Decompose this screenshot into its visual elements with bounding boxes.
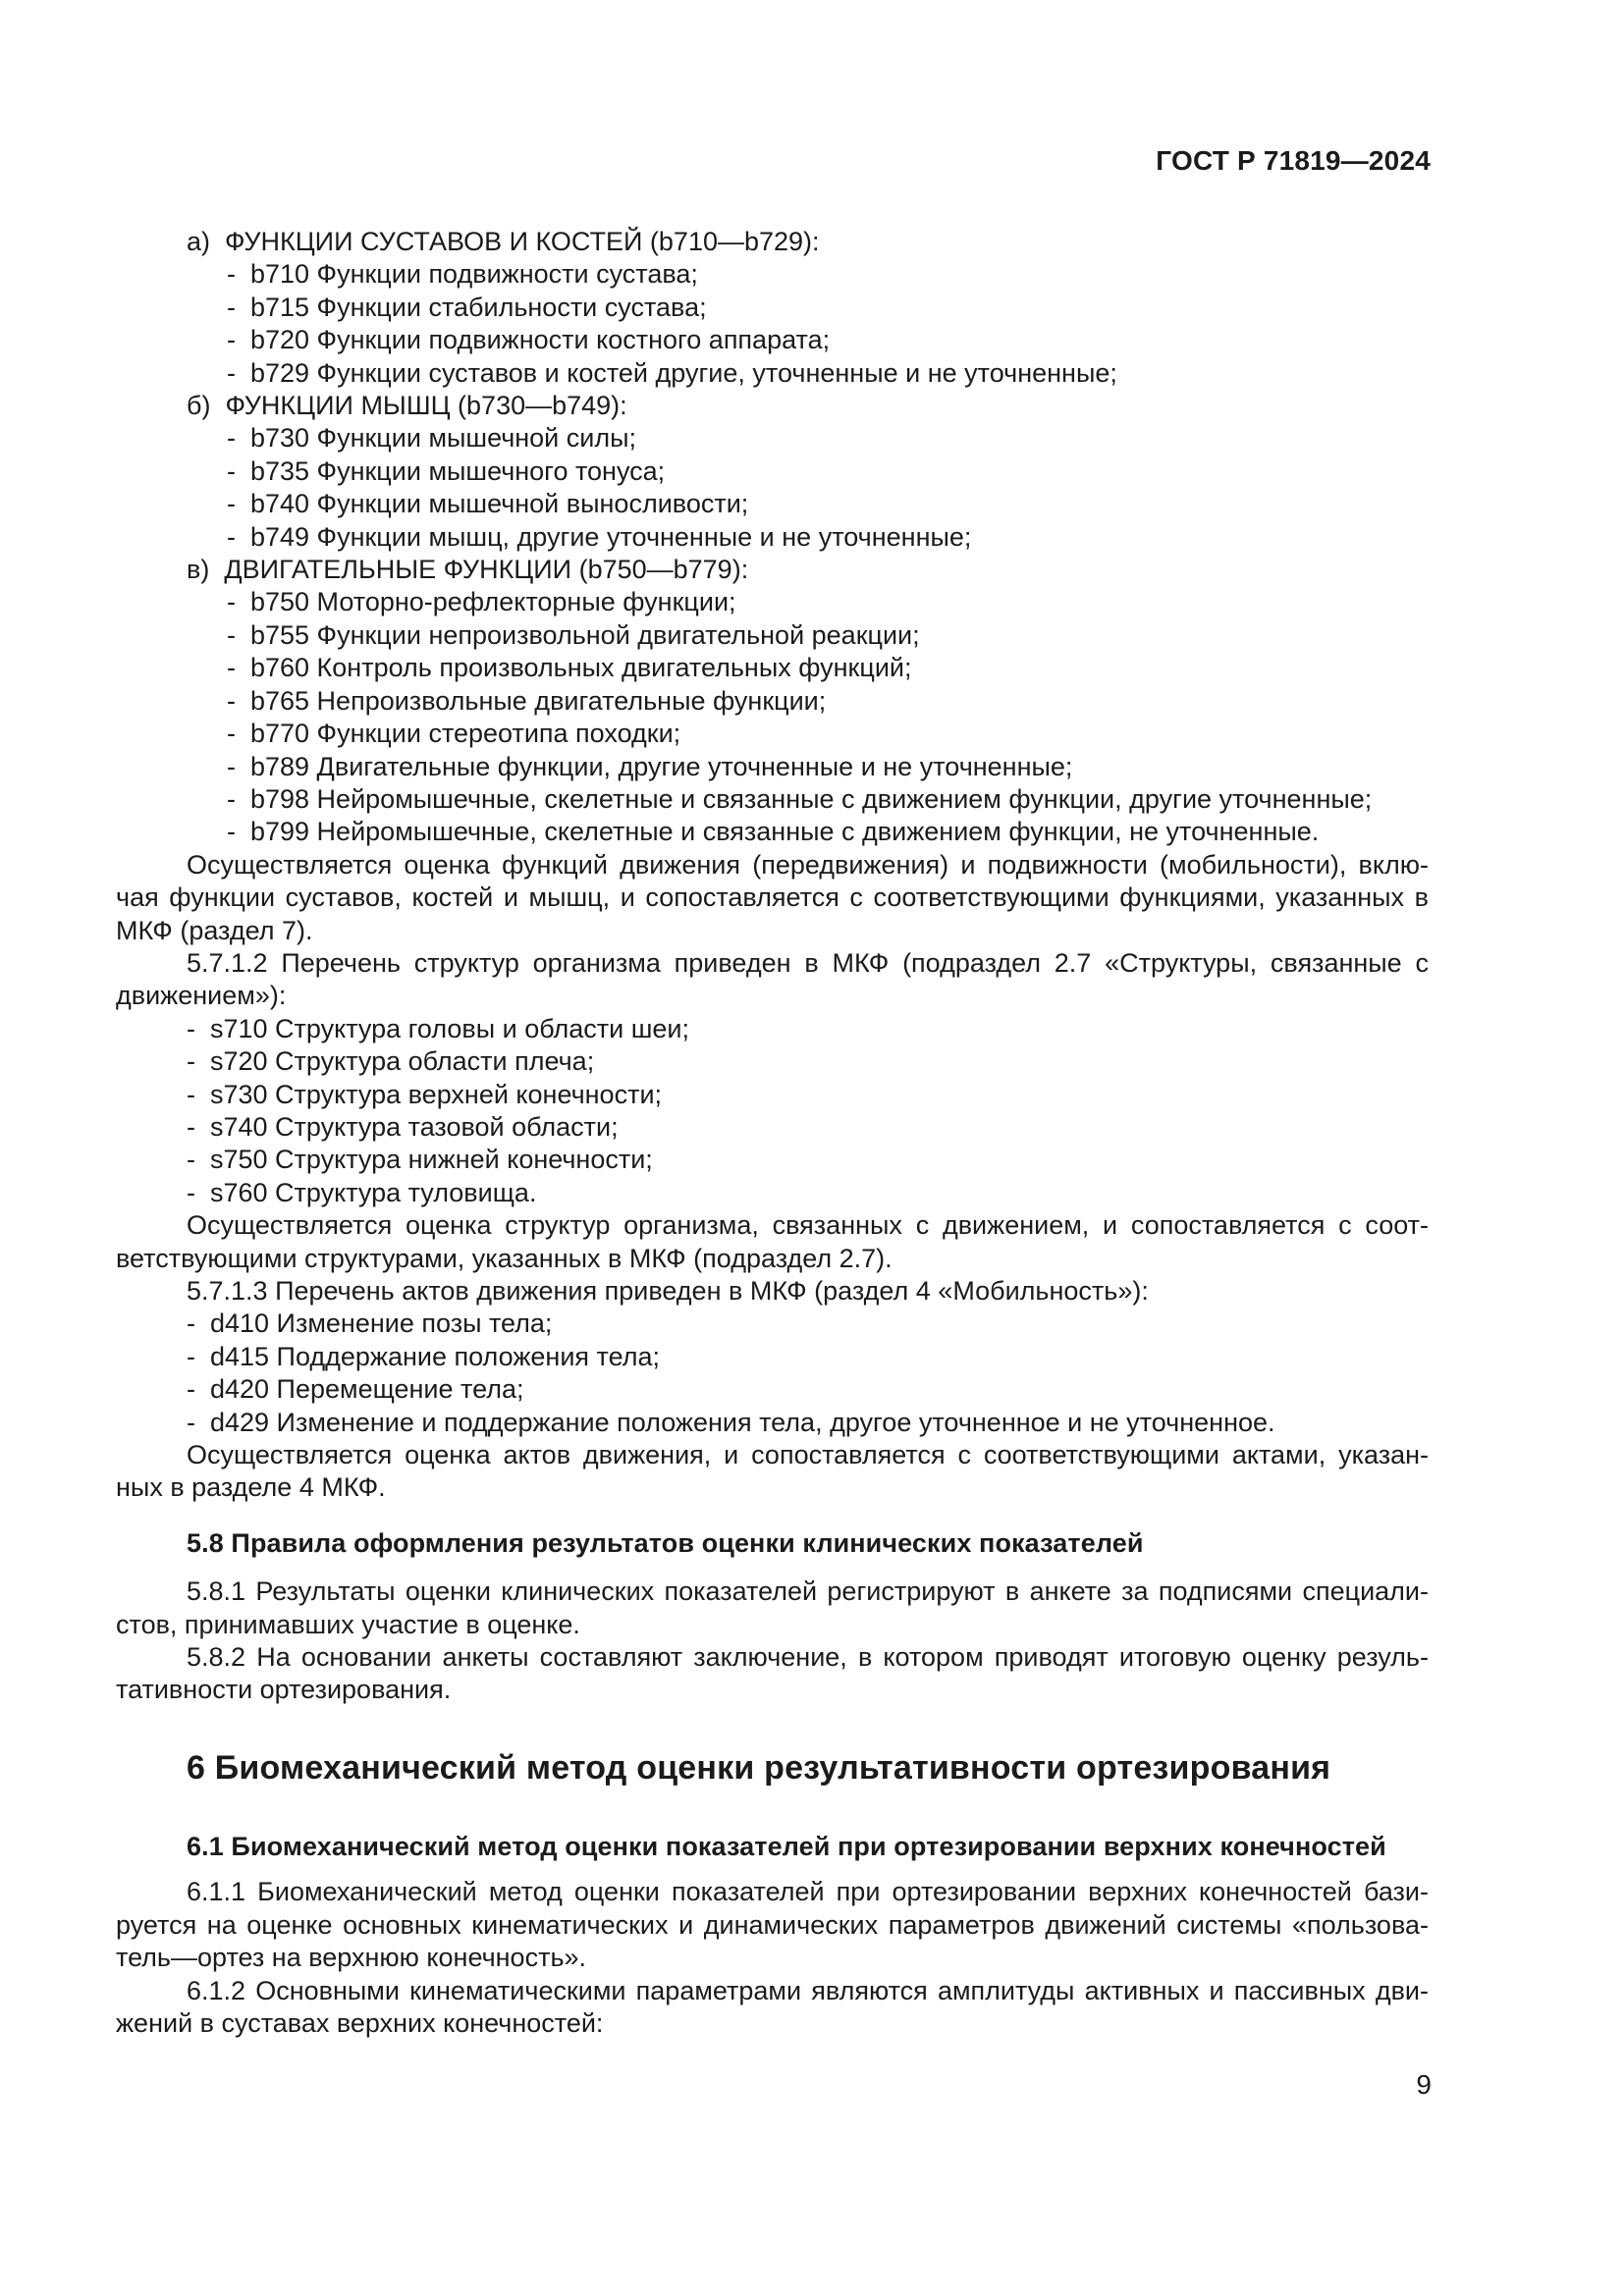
paragraph-line: стов, принимавших участие в оценке. [116, 1609, 580, 1639]
paragraph-line: 6.1.2 Основными кинематическими параметрами являются амплитуды активных и пассивных дви- [187, 1975, 1429, 2005]
list-label-v: в) ДВИГАТЕЛЬНЫЕ ФУНКЦИИ (b750—b779): [187, 555, 749, 585]
list-item: - s720 Структура области плеча; [187, 1046, 595, 1077]
list-label-b: б) ФУНКЦИИ МЫШЦ (b730—b749): [187, 391, 627, 421]
paragraph-line: 6.1.1 Биомеханический метод оценки показателей при ортезировании верхних конечностей бази- [187, 1877, 1429, 1907]
list-item: - d415 Поддержание положения тела; [187, 1341, 660, 1371]
paragraph-line: Осуществляется оценка функций движения (передвижения) и подвижности (мобильности), вклю- [187, 849, 1429, 880]
list-item: - d429 Изменение и поддержание положения тела, другое уточненное и не уточненное. [187, 1407, 1275, 1437]
paragraph-line: тативности ортезирования. [116, 1675, 452, 1705]
list-item: - b740 Функции мышечной выносливости; [227, 489, 749, 519]
list-item: - d420 Перемещение тела; [187, 1374, 524, 1405]
list-item: - s730 Структура верхней конечности; [187, 1079, 663, 1109]
paragraph-line: Осуществляется оценка структур организма, связанных с движением, и сопоставляется с соот- [187, 1210, 1429, 1241]
paragraph-line: руется на оценке основных кинематических и динамических параметров движений системы «пользова- [116, 1909, 1429, 1940]
list-item: - b749 Функции мышц, другие уточненные и не уточненные; [227, 521, 972, 552]
paragraph-line: 5.7.1.2 Перечень структур организма приведен в МКФ (подраздел 2.7 «Структуры, связанные с [187, 947, 1429, 978]
paragraph-line: чая функции суставов, костей и мышц, и сопоставляется с соответствующими функциями, указанных в [116, 882, 1429, 913]
list-item: - s740 Структура тазовой области; [187, 1111, 619, 1142]
list-item: - b760 Контроль произвольных двигательных функций; [227, 653, 912, 683]
paragraph-line: Осуществляется оценка актов движения, и сопоставляется с соответствующими актами, указан- [187, 1440, 1429, 1470]
list-item: - b750 Моторно-рефлекторные функции; [227, 587, 736, 617]
document-body [116, 226, 1429, 2040]
list-item: - b798 Нейромышечные, скелетные и связанные с движением функции, другие уточненные; [227, 783, 1373, 814]
paragraph-line: движением»): [116, 981, 287, 1011]
section-heading-5-8: 5.8 Правила оформления результатов оценки клинических показателей [187, 1527, 1144, 1558]
list-item: - b765 Непроизвольные двигательные функции; [227, 685, 827, 716]
list-item: - b735 Функции мышечного тонуса; [227, 455, 666, 486]
section-heading-6-1: 6.1 Биомеханический метод оценки показателей при ортезировании верхних конечностей [187, 1831, 1386, 1861]
list-item: - b789 Двигательные функции, другие уточненные и не уточненные; [227, 751, 1073, 781]
paragraph-line: жений в суставах верхних конечностей: [116, 2007, 604, 2038]
list-item: - b755 Функции непроизвольной двигательной реакции; [227, 619, 920, 650]
page-number: 9 [1416, 2069, 1432, 2100]
list-item: - b710 Функции подвижности сустава; [227, 259, 698, 290]
list-item: - s750 Структура нижней конечности; [187, 1145, 653, 1175]
paragraph-line: ветствующими структурами, указанных в МКФ (подраздел 2.7). [116, 1243, 893, 1273]
section-heading-6: 6 Биомеханический метод оценки результативности ортезирования [187, 1748, 1331, 1787]
list-item: - b770 Функции стереотипа походки; [227, 719, 681, 749]
paragraph-line: МКФ (раздел 7). [116, 915, 313, 945]
paragraph-line: 5.8.2 На основании анкеты составляют заключение, в котором приводят итоговую оценку резуль- [187, 1642, 1429, 1673]
paragraph-line: тель—ортез на верхнюю конечность». [116, 1943, 587, 1973]
paragraph-line: 5.8.1 Результаты оценки клинических показателей регистрируют в анкете за подписями специали- [187, 1576, 1429, 1607]
list-item: - s710 Структура головы и области шеи; [187, 1013, 689, 1043]
list-label-a: а) ФУНКЦИИ СУСТАВОВ И КОСТЕЙ (b710—b729): [187, 227, 820, 256]
list-item: - b729 Функции суставов и костей другие, уточненные и не уточненные; [227, 357, 1117, 388]
list-item: - s760 Структура туловища. [187, 1177, 537, 1207]
document-header-code: ГОСТ Р 71819—2024 [1156, 145, 1431, 176]
paragraph-line: ных в разделе 4 МКФ. [116, 1472, 386, 1503]
list-item: - b799 Нейромышечные, скелетные и связанные с движением функции, не уточненные. [227, 817, 1320, 847]
paragraph-line: 5.7.1.3 Перечень актов движения приведен в МКФ (раздел 4 «Мобильность»): [187, 1276, 1149, 1306]
list-item: - d410 Изменение позы тела; [187, 1308, 553, 1339]
list-item: - b730 Функции мышечной силы; [227, 423, 637, 454]
list-item: - b715 Функции стабильности сустава; [227, 292, 707, 322]
list-item: - b720 Функции подвижности костного аппарата; [227, 325, 831, 355]
